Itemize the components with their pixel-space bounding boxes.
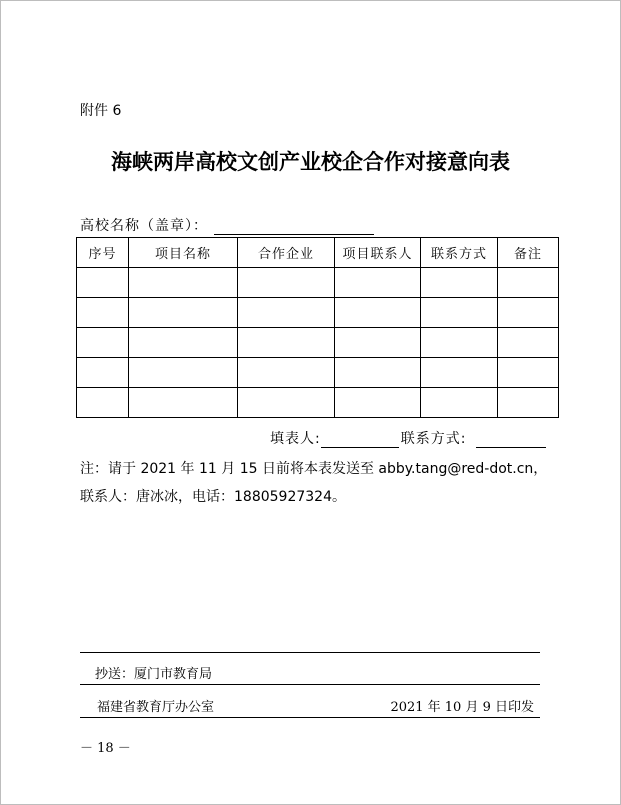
attachment-label: 附件 6 (80, 103, 122, 119)
table-cell[interactable] (421, 388, 498, 418)
school-name-blank[interactable] (214, 220, 374, 235)
table-cell[interactable] (421, 298, 498, 328)
document-title: 海峡两岸高校文创产业校企合作对接意向表 (111, 150, 510, 174)
header-contact-info: 联系方式 (421, 238, 498, 268)
table-cell[interactable] (129, 328, 238, 358)
table-header-row (77, 238, 559, 268)
table-cell[interactable] (421, 328, 498, 358)
table-cell[interactable] (77, 388, 129, 418)
table-cell[interactable] (498, 298, 559, 328)
table-cell[interactable] (77, 298, 129, 328)
table-cell[interactable] (498, 358, 559, 388)
cc-line: 抄送：厦门市教育局 (95, 667, 213, 682)
issue-date: 2021 年 10 月 9 日印发 (390, 700, 534, 715)
header-remarks: 备注 (498, 238, 559, 268)
table-cell[interactable] (238, 328, 335, 358)
note-line-1: 注：请于 2021 年 11 月 15 日前将本表发送至 abby.tang@red-dot.cn， (80, 461, 548, 477)
school-name-label: 高校名称（盖章）： (80, 218, 208, 234)
note-line-2: 联系人：唐冰冰，电话：18805927324。 (80, 489, 346, 505)
table-cell[interactable] (421, 268, 498, 298)
issuer: 福建省教育厅办公室 (97, 700, 215, 715)
table-cell[interactable] (238, 298, 335, 328)
table-cell[interactable] (77, 268, 129, 298)
filler-label: 填表人: (270, 431, 321, 447)
contact-label: 联系方式: (400, 431, 467, 447)
table-cell[interactable] (129, 268, 238, 298)
table-cell[interactable] (77, 328, 129, 358)
table-cell[interactable] (421, 358, 498, 388)
school-name-line (80, 215, 374, 235)
table-cell[interactable] (129, 358, 238, 388)
intent-table (76, 237, 559, 418)
header-serial: 序号 (77, 238, 129, 268)
footer-rule-middle (80, 684, 540, 685)
table-cell[interactable] (335, 268, 421, 298)
table-cell[interactable] (335, 388, 421, 418)
table-cell[interactable] (238, 268, 335, 298)
table-cell[interactable] (335, 298, 421, 328)
table-row (77, 328, 559, 358)
table-cell[interactable] (129, 298, 238, 328)
table-cell[interactable] (238, 388, 335, 418)
footer-rule-bottom (80, 717, 540, 718)
table-cell[interactable] (335, 328, 421, 358)
filler-line (270, 428, 546, 448)
table-cell[interactable] (498, 388, 559, 418)
header-project-name: 项目名称 (129, 238, 238, 268)
table-cell[interactable] (238, 358, 335, 388)
table-row (77, 388, 559, 418)
filler-blank[interactable] (321, 433, 399, 448)
contact-blank[interactable] (476, 433, 546, 448)
footer-rule-top (80, 652, 540, 653)
table-cell[interactable] (498, 328, 559, 358)
header-partner-company: 合作企业 (238, 238, 335, 268)
table-cell[interactable] (498, 268, 559, 298)
page-number: － 18 － (80, 741, 131, 756)
table-cell[interactable] (129, 388, 238, 418)
header-project-contact: 项目联系人 (335, 238, 421, 268)
table-row (77, 268, 559, 298)
table-cell[interactable] (335, 358, 421, 388)
table-row (77, 358, 559, 388)
table-cell[interactable] (77, 358, 129, 388)
table-row (77, 298, 559, 328)
